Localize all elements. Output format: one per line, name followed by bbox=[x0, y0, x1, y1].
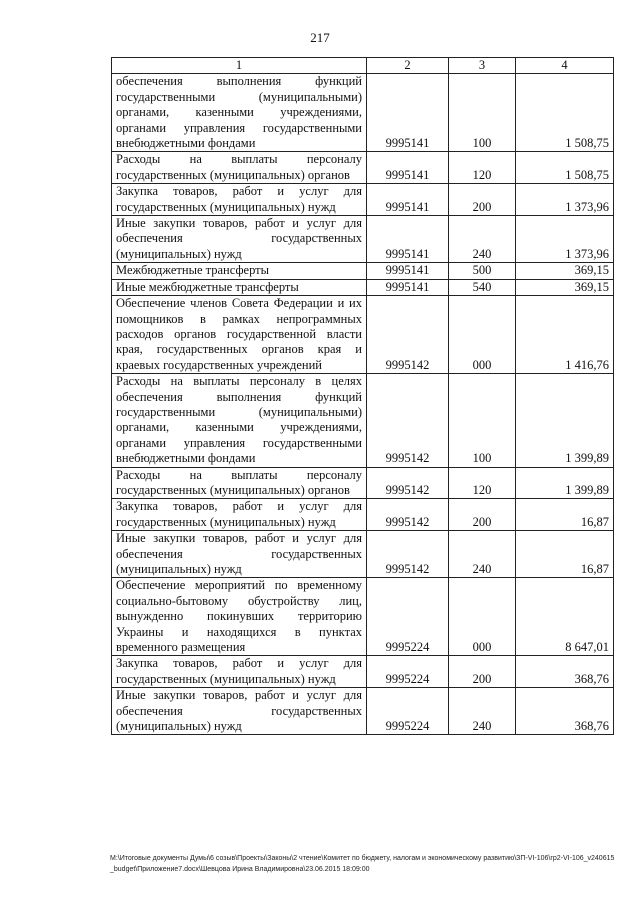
page-number: 217 bbox=[310, 30, 330, 45]
table-row bbox=[112, 578, 614, 656]
table-row bbox=[112, 531, 614, 578]
row-expense-type: 100 bbox=[449, 74, 516, 152]
table-row bbox=[112, 216, 614, 263]
table-row bbox=[112, 499, 614, 531]
row-expense-type: 200 bbox=[449, 499, 516, 531]
row-target-code: 9995141 bbox=[367, 74, 449, 152]
budget-table bbox=[111, 57, 614, 735]
column-header-3: 3 bbox=[449, 58, 516, 74]
row-expense-type: 240 bbox=[449, 531, 516, 578]
row-expense-type: 500 bbox=[449, 263, 516, 279]
row-target-code: 9995224 bbox=[367, 578, 449, 656]
row-description: Закупка товаров, работ и услуг для государственных (муниципальных) нужд bbox=[112, 184, 367, 216]
row-target-code: 9995141 bbox=[367, 184, 449, 216]
row-amount: 16,87 bbox=[516, 531, 614, 578]
row-amount: 1 373,96 bbox=[516, 216, 614, 263]
row-expense-type: 240 bbox=[449, 688, 516, 735]
document-path-footer: M:\Итоговые документы Думы\6 созыв\Проекты\Законы\2 чтение\Комитет по бюджету, налогам и экономическому развитию\ЗП-VI-106\гр2-VI-106_v240615_budget\Приложение7.docx\Шевцова Ирина Владимировна\23.06.2015 18:09:00 bbox=[110, 855, 615, 873]
row-description: Обеспечение членов Совета Федерации и их помощников в рамках непрограммных расходов органов государственной власти края, государственных органов края и краевых государственных учреждений bbox=[112, 296, 367, 374]
row-expense-type: 240 bbox=[449, 216, 516, 263]
row-description: Иные закупки товаров, работ и услуг для обеспечения государственных (муниципальных) нужд bbox=[112, 688, 367, 735]
column-header-1: 1 bbox=[112, 58, 367, 74]
row-amount: 16,87 bbox=[516, 499, 614, 531]
row-amount: 1 508,75 bbox=[516, 152, 614, 184]
row-description: Расходы на выплаты персоналу государственных (муниципальных) органов bbox=[112, 467, 367, 499]
row-amount: 369,15 bbox=[516, 263, 614, 279]
row-description: Расходы на выплаты персоналу государственных (муниципальных) органов bbox=[112, 152, 367, 184]
row-description: Иные межбюджетные трансферты bbox=[112, 279, 367, 295]
table-row bbox=[112, 688, 614, 735]
row-description: Иные закупки товаров, работ и услуг для обеспечения государственных (муниципальных) нужд bbox=[112, 531, 367, 578]
table-row bbox=[112, 74, 614, 152]
table-body bbox=[112, 74, 614, 735]
row-amount: 1 399,89 bbox=[516, 467, 614, 499]
table-row bbox=[112, 374, 614, 467]
row-expense-type: 000 bbox=[449, 296, 516, 374]
row-description: Закупка товаров, работ и услуг для государственных (муниципальных) нужд bbox=[112, 499, 367, 531]
row-description: Межбюджетные трансферты bbox=[112, 263, 367, 279]
row-expense-type: 000 bbox=[449, 578, 516, 656]
row-target-code: 9995141 bbox=[367, 279, 449, 295]
row-amount: 368,76 bbox=[516, 656, 614, 688]
row-target-code: 9995141 bbox=[367, 152, 449, 184]
row-description: обеспечения выполнения функций государственными (муниципальными) органами, казенными учреждениями, органами управления государственными внебюджетными фондами bbox=[112, 74, 367, 152]
row-target-code: 9995141 bbox=[367, 263, 449, 279]
table-row bbox=[112, 184, 614, 216]
row-target-code: 9995224 bbox=[367, 688, 449, 735]
row-description: Иные закупки товаров, работ и услуг для обеспечения государственных (муниципальных) нужд bbox=[112, 216, 367, 263]
row-expense-type: 200 bbox=[449, 184, 516, 216]
column-header-2: 2 bbox=[367, 58, 449, 74]
row-description: Расходы на выплаты персоналу в целях обеспечения выполнения функций государственными (муниципальными) органами, казенными учреждениями, органами управления государственными внебюджетными фондами bbox=[112, 374, 367, 467]
row-expense-type: 200 bbox=[449, 656, 516, 688]
row-amount: 368,76 bbox=[516, 688, 614, 735]
row-amount: 1 399,89 bbox=[516, 374, 614, 467]
row-expense-type: 120 bbox=[449, 467, 516, 499]
table-row bbox=[112, 152, 614, 184]
row-description: Обеспечение мероприятий по временному социально-бытовому обустройству лиц, вынужденно покинувших территорию Украины и находящихся в пунктах временного размещения bbox=[112, 578, 367, 656]
row-target-code: 9995142 bbox=[367, 499, 449, 531]
row-target-code: 9995141 bbox=[367, 216, 449, 263]
row-target-code: 9995142 bbox=[367, 374, 449, 467]
row-target-code: 9995224 bbox=[367, 656, 449, 688]
row-amount: 1 508,75 bbox=[516, 74, 614, 152]
row-expense-type: 120 bbox=[449, 152, 516, 184]
table-header-row bbox=[112, 58, 614, 74]
row-amount: 1 373,96 bbox=[516, 184, 614, 216]
table-row bbox=[112, 263, 614, 279]
row-amount: 1 416,76 bbox=[516, 296, 614, 374]
row-amount: 369,15 bbox=[516, 279, 614, 295]
row-amount: 8 647,01 bbox=[516, 578, 614, 656]
row-expense-type: 100 bbox=[449, 374, 516, 467]
table-row bbox=[112, 467, 614, 499]
row-target-code: 9995142 bbox=[367, 296, 449, 374]
table-row bbox=[112, 296, 614, 374]
row-description: Закупка товаров, работ и услуг для государственных (муниципальных) нужд bbox=[112, 656, 367, 688]
row-expense-type: 540 bbox=[449, 279, 516, 295]
table-row bbox=[112, 279, 614, 295]
row-target-code: 9995142 bbox=[367, 531, 449, 578]
table-row bbox=[112, 656, 614, 688]
row-target-code: 9995142 bbox=[367, 467, 449, 499]
column-header-4: 4 bbox=[516, 58, 614, 74]
